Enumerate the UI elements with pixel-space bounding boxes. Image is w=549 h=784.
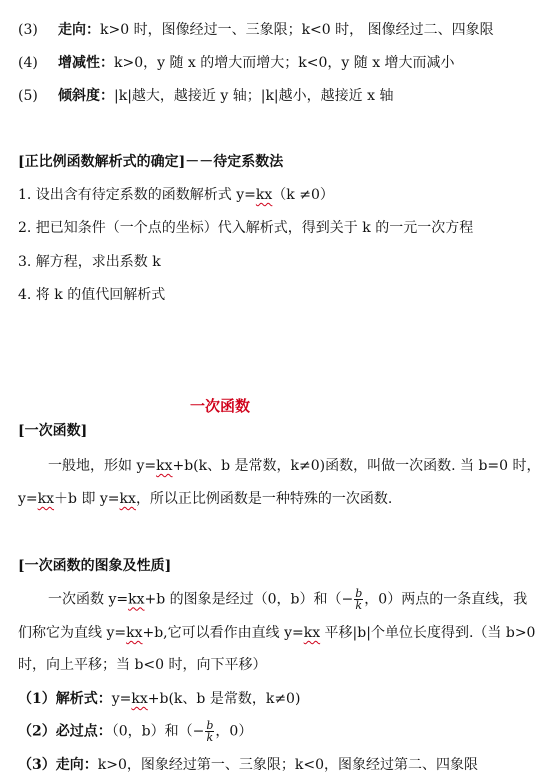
properties-text: 一次函数 y=	[48, 591, 129, 608]
formula-kx: kx	[126, 625, 143, 641]
fraction-numerator: b	[355, 587, 363, 600]
section-title: 一次函数	[190, 397, 251, 415]
formula-kx: kx	[255, 187, 273, 203]
formula-kx: kx	[119, 491, 136, 507]
method-step-4: 4. 将 k 的值代回解析式	[18, 287, 166, 303]
fraction-numerator: b	[206, 719, 214, 732]
property-text: k>0 时，图像经过一、三象限；k<0 时， 图像经过二、四象限	[100, 22, 494, 38]
properties-text: ，0）两点的一条直线，我	[364, 591, 528, 608]
definition-text: y=	[18, 491, 38, 507]
formula-kx: kx	[37, 491, 55, 507]
item-label: （2）必过点：	[18, 723, 112, 740]
property-number: (3)	[18, 22, 38, 38]
properties-text: +b,它可以看作由直线 y=	[142, 625, 304, 641]
property-list-item-2	[18, 720, 252, 743]
definition-text: ＋b 即 y=	[54, 491, 120, 507]
definition-text: 一般地，形如 y=	[48, 458, 157, 474]
property-item-4	[18, 53, 455, 73]
property-number: (4)	[18, 55, 38, 71]
item-text: （0，b）和（−	[111, 723, 205, 740]
item-text: +b(k、b 是常数，k≠0)	[147, 691, 301, 707]
property-number: (5)	[18, 88, 38, 104]
property-list-item-3	[18, 755, 478, 775]
formula-kx: kx	[131, 691, 148, 707]
step-text: 1. 设出含有待定系数的函数解析式 y=	[18, 187, 256, 203]
formula-kx: kx	[156, 458, 173, 474]
formula-kx: kx	[128, 591, 145, 608]
formula-kx: kx	[303, 625, 321, 641]
definition-heading: [一次函数]	[18, 423, 88, 439]
item-label: （1）解析式：	[18, 691, 112, 707]
properties-line-1	[48, 588, 527, 611]
definition-line-1	[48, 456, 541, 476]
definition-text: ，所以正比例函数是一种特殊的一次函数.	[135, 491, 393, 507]
property-list-item-1	[18, 689, 300, 709]
properties-text: +b 的图象是经过（0，b）和（−	[144, 591, 354, 608]
definition-text: +b(k、b 是常数，k≠0)函数，叫做一次函数. 当 b=0 时，	[172, 458, 541, 474]
property-text: k>0，y 随 x 的增大而增大；k<0，y 随 x 增大而减小	[114, 55, 455, 71]
step-text: （k ≠0）	[272, 187, 334, 203]
fraction-b-over-k	[354, 588, 363, 611]
properties-heading: [一次函数的图象及性质]	[18, 558, 172, 574]
item-text: k>0，图象经过第一、三象限；k<0，图象经过第二、四象限	[97, 757, 478, 773]
properties-text: 们称它为直线 y=	[18, 625, 127, 641]
fraction-denominator: k	[206, 731, 214, 744]
property-item-3	[18, 20, 494, 40]
property-label: 增减性：	[58, 55, 114, 71]
method-step-1	[18, 185, 334, 205]
fraction-b-over-k	[205, 720, 214, 743]
property-label: 走向：	[58, 22, 100, 38]
method-step-3: 3. 解方程，求出系数 k	[18, 254, 161, 270]
properties-text: 平移|b|个单位长度得到.（当 b>0	[320, 625, 536, 641]
definition-line-2	[18, 489, 392, 509]
item-text: y=	[111, 691, 132, 707]
item-text: ，0）	[215, 723, 253, 740]
method-step-2: 2. 把已知条件（一个点的坐标）代入解析式，得到关于 k 的一元一次方程	[18, 220, 474, 236]
property-item-5	[18, 86, 393, 106]
method-heading: [正比例函数解析式的确定]－－待定系数法	[18, 154, 284, 170]
property-text: |k|越大，越接近 y 轴；|k|越小，越接近 x 轴	[114, 88, 394, 104]
properties-line-2	[18, 623, 535, 643]
item-label: （3）走向：	[18, 757, 98, 773]
fraction-denominator: k	[355, 599, 363, 612]
property-label: 倾斜度：	[58, 88, 114, 104]
properties-line-3: 时，向上平移；当 b<0 时，向下平移）	[18, 657, 267, 673]
